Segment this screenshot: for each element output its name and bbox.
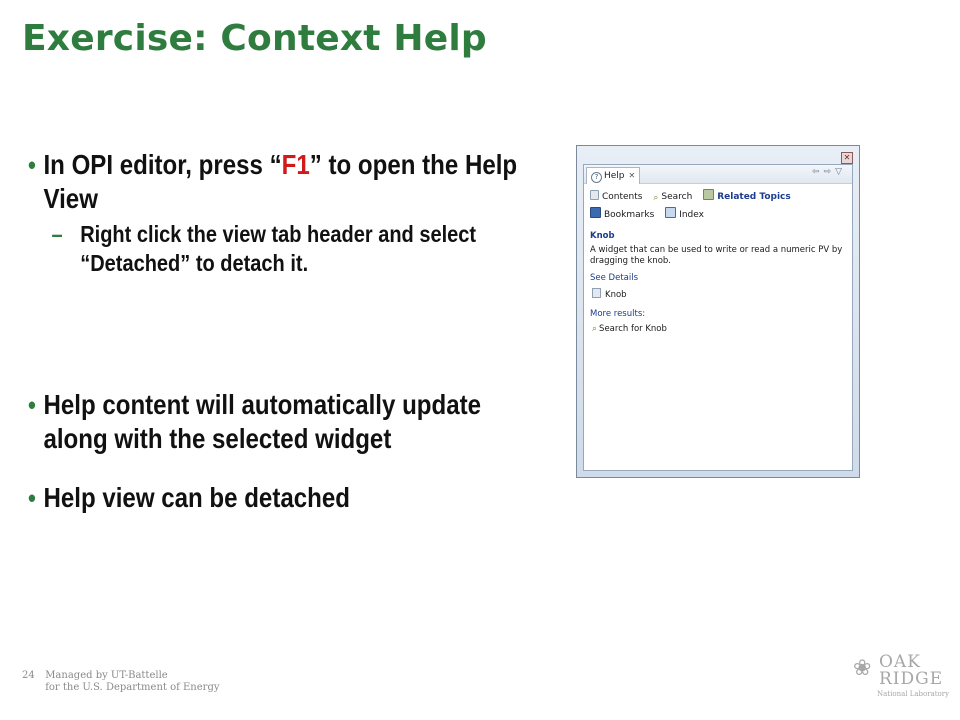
logo-tagline: National Laboratory bbox=[877, 690, 950, 698]
slide-title: Exercise: Context Help bbox=[22, 18, 487, 59]
bookmarks-icon bbox=[590, 207, 601, 218]
bullet-text: Help content will automatically update along with the selected widget bbox=[43, 389, 482, 454]
bullet-text-post: ” to open the Help View bbox=[43, 149, 518, 214]
sub-bullet-item bbox=[28, 220, 502, 278]
tab-label: Help bbox=[604, 171, 625, 181]
nav-arrows-icon[interactable]: ⇦⇨▽ bbox=[811, 167, 846, 177]
bullet-text: Help view can be detached bbox=[43, 482, 350, 513]
contents-icon bbox=[590, 190, 599, 200]
help-view-panel bbox=[583, 164, 853, 471]
bullet-list bbox=[28, 148, 528, 515]
tab-close-icon[interactable]: ✕ bbox=[628, 171, 636, 180]
contents-link[interactable]: Contents bbox=[590, 192, 642, 202]
footer bbox=[22, 670, 220, 694]
sub-bullet-dash: – bbox=[51, 221, 63, 247]
leaf-icon: ❀ bbox=[853, 656, 872, 681]
bullet-text-pre: In OPI editor, press “ bbox=[43, 149, 282, 180]
key-highlight: F1 bbox=[281, 149, 310, 180]
footer-line: for the U.S. Department of Energy bbox=[45, 682, 220, 693]
search-for-link[interactable]: ⌕ Search for Knob bbox=[592, 324, 667, 334]
index-icon bbox=[665, 207, 676, 218]
ornl-logo bbox=[853, 652, 950, 698]
bullet-dot: • bbox=[28, 483, 36, 513]
search-icon: ⌕ bbox=[592, 324, 598, 334]
detail-link[interactable]: Knob bbox=[590, 288, 846, 300]
help-toolbar-row bbox=[590, 189, 799, 203]
bullet-dot: • bbox=[28, 150, 36, 180]
help-content bbox=[590, 231, 846, 343]
help-icon: ? bbox=[591, 172, 602, 183]
bookmarks-link[interactable]: Bookmarks bbox=[590, 210, 654, 220]
related-topics-link[interactable]: Related Topics bbox=[703, 192, 791, 202]
more-results-heading: More results: bbox=[590, 309, 646, 319]
search-icon: ⌕ bbox=[653, 193, 659, 203]
document-icon bbox=[592, 288, 601, 298]
see-details-heading: See Details bbox=[590, 273, 639, 283]
bullet-item bbox=[28, 388, 529, 456]
bullet-dot: • bbox=[28, 390, 36, 420]
logo-word: RIDGE bbox=[879, 669, 944, 689]
tab-help[interactable] bbox=[586, 167, 640, 184]
tab-bar bbox=[584, 165, 852, 184]
related-topics-icon bbox=[703, 189, 714, 200]
topic-description: A widget that can be used to write or read a numeric PV by dragging the knob. bbox=[590, 245, 843, 266]
page-number: 24 bbox=[22, 670, 35, 681]
close-icon[interactable]: ✕ bbox=[841, 152, 853, 164]
index-link[interactable]: Index bbox=[665, 210, 704, 220]
help-toolbar-row bbox=[590, 207, 712, 220]
footer-line: Managed by UT-Battelle bbox=[45, 670, 168, 681]
search-link[interactable]: ⌕ Search bbox=[653, 192, 693, 203]
sub-bullet-text: Right click the view tab header and select “Detached” to detach it. bbox=[80, 221, 477, 276]
help-view-screenshot bbox=[576, 145, 860, 478]
bullet-item bbox=[28, 481, 529, 515]
bullet-item bbox=[28, 148, 529, 216]
topic-title: Knob bbox=[590, 231, 615, 241]
logo-word: OAK bbox=[879, 652, 921, 672]
